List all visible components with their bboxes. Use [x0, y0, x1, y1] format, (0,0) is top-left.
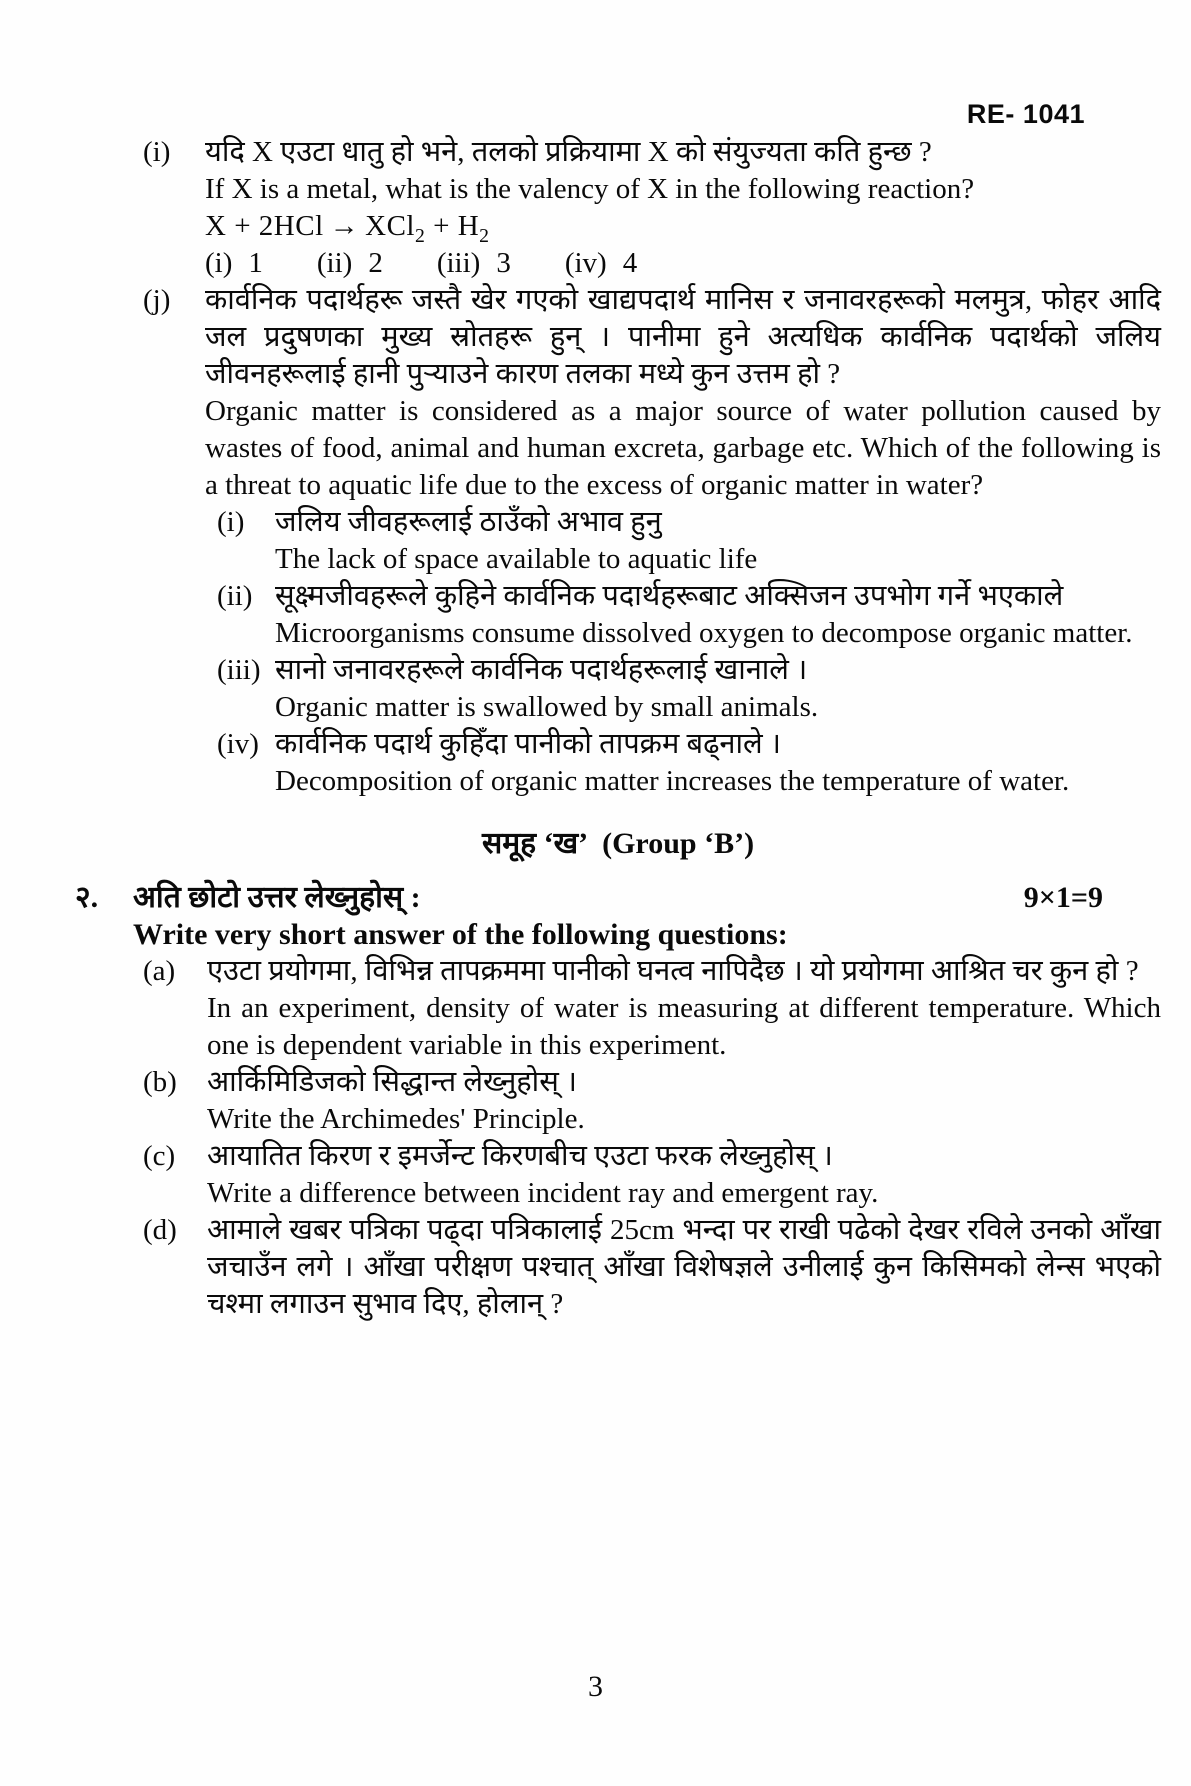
choice-2 — [317, 245, 383, 282]
question-2-heading-nepali: अति छोटो उत्तर लेख्नुहोस् : — [133, 881, 421, 914]
subitem-a-label: (a) — [143, 955, 176, 987]
chemical-equation — [205, 208, 1161, 245]
question-2-number: २. — [75, 881, 99, 914]
question-i-nepali: यदि X एउटा धातु हो भने, तलको प्रक्रियामा X को संयुज्यता कति हुन्छ ? — [205, 136, 932, 168]
equation-rhs-base1: XCl — [365, 210, 415, 242]
option-iv-label: (iv) — [217, 728, 259, 760]
choice-3-label: (iii) — [436, 247, 481, 279]
choice-4-label: (iv) — [564, 247, 607, 279]
subitem-c-nepali: आयातित किरण र इमर्जेन्ट किरणबीच एउटा फरक लेख्नुहोस् । — [207, 1140, 833, 1172]
equation-rhs-base2: + H — [425, 210, 480, 242]
option-ii-body — [275, 578, 1161, 652]
choice-1-label: (i) — [205, 247, 233, 279]
option-iv-nepali: कार्वनिक पदार्थ कुहिँदा पानीको तापक्रम बढ्नाले । — [275, 728, 781, 760]
subitem-b-english: Write the Archimedes' Principle. — [207, 1103, 585, 1135]
question-item-i — [143, 134, 1161, 282]
choice-3-value: 3 — [496, 247, 511, 279]
option-iii-english: Organic matter is swallowed by small animals. — [275, 691, 819, 723]
option-i-label: (i) — [217, 506, 245, 538]
subitem-a-nepali: एउटा प्रयोगमा, विभिन्न तापक्रममा पानीको घनत्व नापिदैछ । यो प्रयोगमा आश्रित चर कुन हो ? — [207, 955, 1139, 987]
item-label-i: (i) — [143, 136, 171, 168]
group-b-heading-nepali: समूह ‘ख’ — [481, 827, 589, 860]
choice-2-label: (ii) — [316, 247, 353, 279]
option-row-iv — [217, 726, 1161, 800]
subitem-d — [143, 1212, 1161, 1323]
choice-4-value: 4 — [622, 247, 638, 279]
mcq-choices-row — [205, 245, 1161, 282]
paper-code: RE- 1041 — [966, 99, 1085, 129]
option-i-english: The lack of space available to aquatic life — [275, 543, 758, 575]
subitem-b-label: (b) — [143, 1066, 177, 1098]
group-b-heading — [75, 825, 1161, 862]
subitem-d-nepali: आमाले खबर पत्रिका पढ्दा पत्रिकालाई 25cm भन्दा पर राखी पढेको देखर रविले उनको आँखा जचाउँन लगे । आँखा परीक्षण पश्चात् आँखा विशेषज्ञले उनीलाई कुन किसिमको लेन्स भएको चश्मा लगाउन सुभाव दिए, होलान् ? — [207, 1214, 1161, 1320]
equation-lhs: X + 2HCl — [205, 210, 324, 242]
subitem-d-label: (d) — [143, 1214, 177, 1246]
item-body-j — [205, 282, 1161, 800]
item-label-j: (j) — [143, 284, 171, 316]
option-i-nepali: जलिय जीवहरूलाई ठाउँको अभाव हुनु — [275, 506, 662, 538]
equation-subscript2: 2 — [479, 224, 490, 247]
subitem-c-english: Write a difference between incident ray and emergent ray. — [207, 1177, 879, 1209]
question-j-english: Organic matter is considered as a major source of water pollution caused by wastes of food, animal and human excreta, garbage etc. Which of the following is a threat to aquatic life due to the excess of organic matter in water? — [205, 395, 1161, 501]
option-i-body — [275, 504, 1161, 578]
subitem-c — [143, 1138, 1161, 1212]
subitem-c-body — [207, 1138, 1161, 1212]
question-2-heading-english: Write very short answer of the following questions: — [133, 918, 788, 951]
question-2 — [75, 879, 1161, 1323]
question-item-j — [143, 282, 1161, 800]
option-row-i — [217, 504, 1161, 578]
subitem-b-body — [207, 1064, 1161, 1138]
option-iv-body — [275, 726, 1161, 800]
choice-2-value: 2 — [368, 247, 383, 279]
subitem-a-body — [207, 953, 1161, 1064]
group-b-heading-english: (Group ‘B’) — [602, 827, 755, 860]
question-i-english: If X is a metal, what is the valency of X in the following reaction? — [205, 173, 975, 205]
option-ii-english: Microorganisms consume dissolved oxygen to decompose organic matter. — [275, 617, 1133, 649]
subitem-b-nepali: आर्किमिडिजको सिद्धान्त लेख्नुहोस् । — [207, 1066, 578, 1098]
reaction-arrow: → — [329, 210, 360, 242]
question-2-body — [133, 879, 1161, 1323]
question-2-marks: 9×1=9 — [1023, 881, 1103, 914]
choice-4 — [565, 245, 637, 282]
subitem-c-label: (c) — [143, 1140, 176, 1172]
subitem-a — [143, 953, 1161, 1064]
option-iv-english: Decomposition of organic matter increases the temperature of water. — [275, 765, 1070, 797]
option-row-ii — [217, 578, 1161, 652]
option-row-iii — [217, 652, 1161, 726]
subitem-b — [143, 1064, 1161, 1138]
option-ii-nepali: सूक्ष्मजीवहरूले कुहिने कार्वनिक पदार्थहरूबाट अक्सिजन उपभोग गर्ने भएकाले — [275, 580, 1064, 612]
subitem-d-body — [207, 1212, 1161, 1323]
item-body-i — [205, 134, 1161, 282]
choice-1-value: 1 — [248, 247, 263, 279]
option-iii-nepali: सानो जनावरहरूले कार्वनिक पदार्थहरूलाई खानाले । — [275, 654, 808, 686]
option-iii-body — [275, 652, 1161, 726]
choice-3 — [437, 245, 511, 282]
option-iii-label: (iii) — [217, 654, 261, 686]
equation-subscript1: 2 — [414, 224, 426, 247]
subitem-a-english: In an experiment, density of water is measuring at different temperature. Which one is dependent variable in this experiment. — [207, 992, 1161, 1061]
question-2-heading-row — [133, 879, 1161, 916]
question-j-nepali: कार्वनिक पदार्थहरू जस्तै खेर गएको खाद्यपदार्थ मानिस र जनावरहरूको मलमुत्र, फोहर आदि जल प्रदुषणका मुख्य स्रोतहरू हुन् । पानीमा हुने अत्यधिक कार्वनिक पदार्थको जलिय जीवनहरूलाई हानी पुऱ्याउने कारण तलका मध्ये कुन उत्तम हो ? — [205, 284, 1161, 390]
group-a-questions — [75, 134, 1161, 800]
choice-1 — [205, 245, 263, 282]
page-number: 3 — [588, 1670, 603, 1703]
option-ii-label: (ii) — [217, 580, 253, 612]
